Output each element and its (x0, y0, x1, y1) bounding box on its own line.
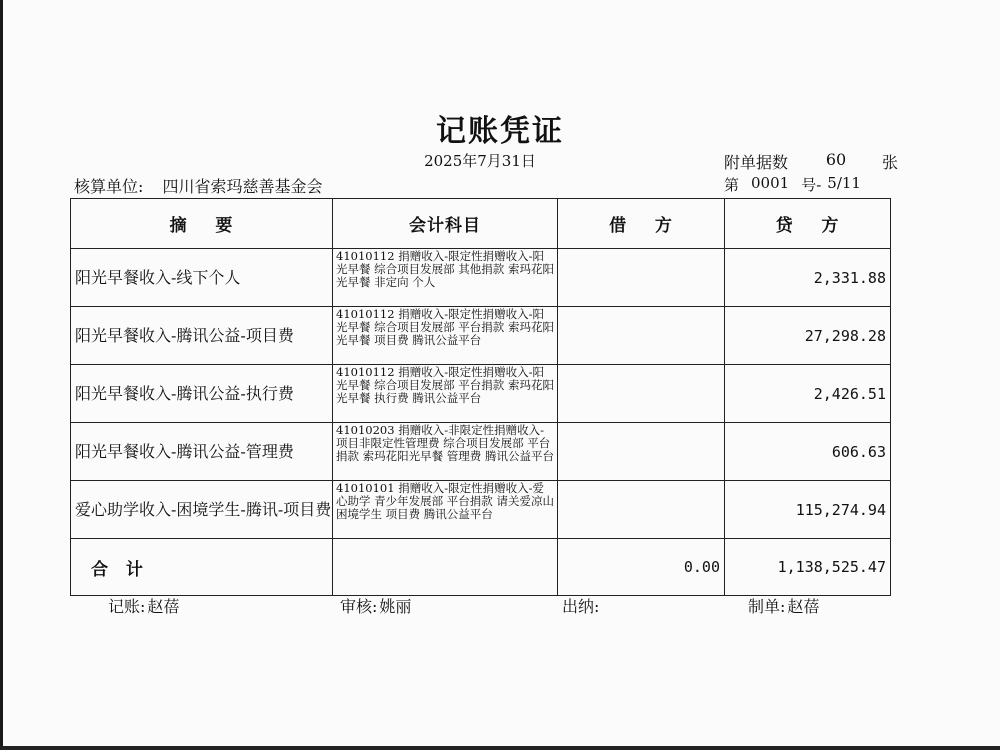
row-summary: 阳光早餐收入-腾讯公益-项目费 (71, 307, 333, 365)
header-account: 会计科目 (333, 199, 558, 249)
scan-edge-bottom (0, 746, 1000, 750)
row-account: 41010112 捐赠收入-限定性捐赠收入-阳光早餐 综合项目发展部 其他捐款 索玛花阳光早餐 非定向 个人 (333, 249, 558, 307)
row-debit (558, 249, 725, 307)
table-row (71, 307, 891, 365)
reviewer-signature (340, 594, 411, 617)
attachments-label: 附单据数 (724, 153, 789, 172)
voucher-date: 2025年7月31日 (424, 152, 536, 170)
row-summary: 爱心助学收入-困境学生-腾讯-项目费 (71, 481, 333, 539)
row-summary: 阳光早餐收入-线下个人 (71, 249, 333, 307)
total-row (71, 539, 891, 596)
preparer-signature (748, 594, 819, 617)
table-row (71, 249, 891, 307)
header-debit: 借 方 (558, 199, 725, 249)
table-row (71, 365, 891, 423)
table-header-row (71, 199, 891, 249)
reviewer-label: 审核: (340, 597, 378, 616)
row-credit: 115,274.94 (725, 481, 891, 539)
bookkeeper-signature (108, 594, 179, 617)
row-debit (558, 307, 725, 365)
row-credit: 2,331.88 (725, 249, 891, 307)
accounting-unit-label: 核算单位: (74, 177, 144, 196)
accounting-unit (74, 174, 323, 197)
row-debit (558, 481, 725, 539)
attachments-count: 60 (825, 150, 847, 169)
row-account: 41010112 捐赠收入-限定性捐赠收入-阳光早餐 综合项目发展部 平台捐款 索玛花阳光早餐 执行费 腾讯公益平台 (333, 365, 558, 423)
reviewer-name: 姚丽 (379, 597, 412, 616)
voucher-page: 5/11 (827, 174, 861, 192)
row-credit: 2,426.51 (725, 365, 891, 423)
header-credit: 贷 方 (725, 199, 891, 249)
table-row (71, 423, 891, 481)
total-debit: 0.00 (558, 539, 725, 596)
voucher-prefix: 第 (724, 176, 740, 194)
row-account: 41010112 捐赠收入-限定性捐赠收入-阳光早餐 综合项目发展部 平台捐款 索玛花阳光早餐 项目费 腾讯公益平台 (333, 307, 558, 365)
attachments-info (724, 150, 898, 173)
row-credit: 606.63 (725, 423, 891, 481)
voucher-title: 记账凭证 (436, 114, 564, 149)
attachments-unit: 张 (882, 153, 899, 172)
row-account: 41010203 捐赠收入-非限定性捐赠收入-项目非限定性管理费 综合项目发展部 平台捐款 索玛花阳光早餐 管理费 腾讯公益平台 (333, 423, 558, 481)
accounting-unit-value: 四川省索玛慈善基金会 (162, 177, 323, 196)
row-summary: 阳光早餐收入-腾讯公益-执行费 (71, 365, 333, 423)
row-account: 41010101 捐赠收入-限定性捐赠收入-爱心助学 青少年发展部 平台捐款 请关爱凉山困境学生 项目费 腾讯公益平台 (333, 481, 558, 539)
header-summary: 摘 要 (71, 199, 333, 249)
preparer-label: 制单: (748, 597, 786, 616)
bookkeeper-name: 赵蓓 (147, 597, 180, 616)
total-label (71, 539, 333, 596)
row-credit: 27,298.28 (725, 307, 891, 365)
cashier-signature (562, 594, 601, 617)
voucher-suffix: 号- (801, 176, 822, 194)
voucher-number-line (724, 174, 861, 195)
cashier-label: 出纳: (562, 597, 600, 616)
row-summary: 阳光早餐收入-腾讯公益-管理费 (71, 423, 333, 481)
table-row (71, 481, 891, 539)
voucher-table (70, 198, 891, 596)
total-label-text: 合 计 (91, 559, 145, 580)
preparer-name: 赵蓓 (787, 597, 820, 616)
row-debit (558, 365, 725, 423)
bookkeeper-label: 记账: (108, 597, 146, 616)
total-credit: 1,138,525.47 (725, 539, 891, 596)
row-debit (558, 423, 725, 481)
total-account-empty (333, 539, 558, 596)
voucher-number: 0001 (751, 174, 790, 192)
